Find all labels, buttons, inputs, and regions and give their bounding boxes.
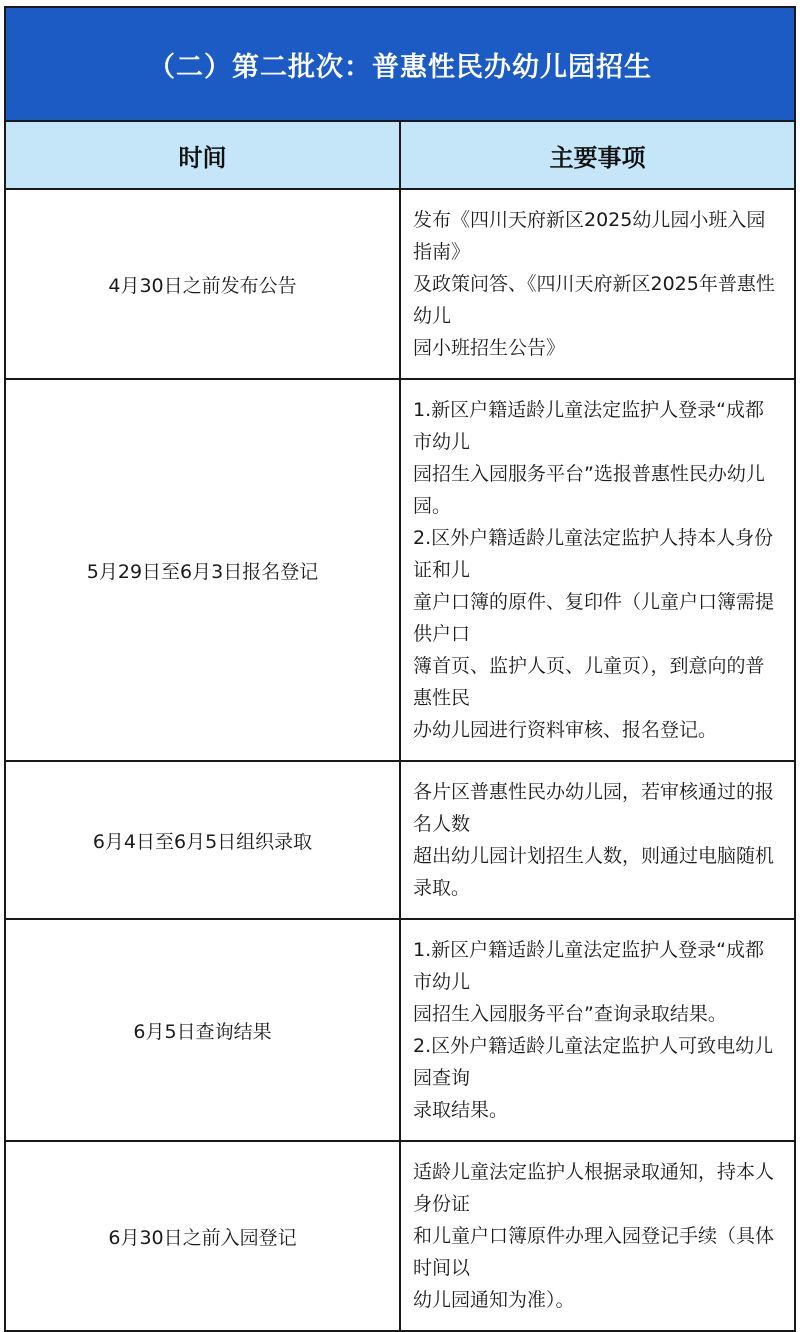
matter-line: 簿首页、监护人页、儿童页），到意向的普惠性民 bbox=[413, 655, 765, 709]
matter-line: 2.区外户籍适龄儿童法定监护人持本人身份证和儿 bbox=[413, 527, 774, 581]
matter-line: 适龄儿童法定监护人根据录取通知，持本人身份证 bbox=[413, 1161, 775, 1215]
row-matters bbox=[400, 1141, 794, 1330]
table-row bbox=[6, 761, 794, 919]
matter-line: 2.区外户籍适龄儿童法定监护人可致电幼儿园查询 bbox=[413, 1035, 774, 1089]
matter-line: 1.新区户籍适龄儿童法定监护人登录“成都市幼儿 bbox=[413, 939, 764, 993]
table-row bbox=[6, 919, 794, 1141]
row-matters bbox=[400, 379, 794, 761]
matter-line: 园招生入园服务平台”选报普惠性民办幼儿园。 bbox=[413, 463, 765, 517]
matter-line: 各片区普惠性民办幼儿园，若审核通过的报名人数 bbox=[413, 781, 775, 835]
matter-line: 幼儿园通知为准）。 bbox=[413, 1289, 575, 1311]
column-header-row bbox=[6, 122, 794, 189]
schedule-table bbox=[6, 122, 794, 1330]
table-row bbox=[6, 189, 794, 379]
matter-line: 和儿童户口簿原件办理入园登记手续（具体时间以 bbox=[413, 1225, 775, 1279]
column-header-matters: 主要事项 bbox=[400, 122, 794, 189]
schedule-table-frame bbox=[4, 6, 796, 1332]
table-title: （二）第二批次：普惠性民办幼儿园招生 bbox=[6, 8, 794, 122]
matter-line: 发布《四川天府新区2025幼儿园小班入园指南》 bbox=[413, 209, 766, 263]
matter-line: 园招生入园服务平台”查询录取结果。 bbox=[413, 1003, 727, 1025]
matter-line: 超出幼儿园计划招生人数，则通过电脑随机录取。 bbox=[413, 845, 775, 899]
matter-line: 童户口簿的原件、复印件（儿童户口簿需提供户口 bbox=[413, 591, 775, 645]
table-row bbox=[6, 1141, 794, 1330]
matter-line: 录取结果。 bbox=[413, 1099, 509, 1121]
row-time: 4月30日之前发布公告 bbox=[6, 189, 400, 379]
row-time: 6月5日查询结果 bbox=[6, 919, 400, 1141]
row-time: 5月29日至6月3日报名登记 bbox=[6, 379, 400, 761]
matter-line: 及政策问答、《四川天府新区2025年普惠性幼儿 bbox=[413, 273, 775, 327]
row-matters bbox=[400, 761, 794, 919]
column-header-time: 时间 bbox=[6, 122, 400, 189]
row-time: 6月4日至6月5日组织录取 bbox=[6, 761, 400, 919]
matter-line: 1.新区户籍适龄儿童法定监护人登录“成都市幼儿 bbox=[413, 399, 764, 453]
row-matters bbox=[400, 189, 794, 379]
matter-line: 园小班招生公告》 bbox=[413, 337, 566, 359]
row-matters bbox=[400, 919, 794, 1141]
matter-line: 办幼儿园进行资料审核、报名登记。 bbox=[413, 719, 718, 741]
row-time: 6月30日之前入园登记 bbox=[6, 1141, 400, 1330]
table-row bbox=[6, 379, 794, 761]
